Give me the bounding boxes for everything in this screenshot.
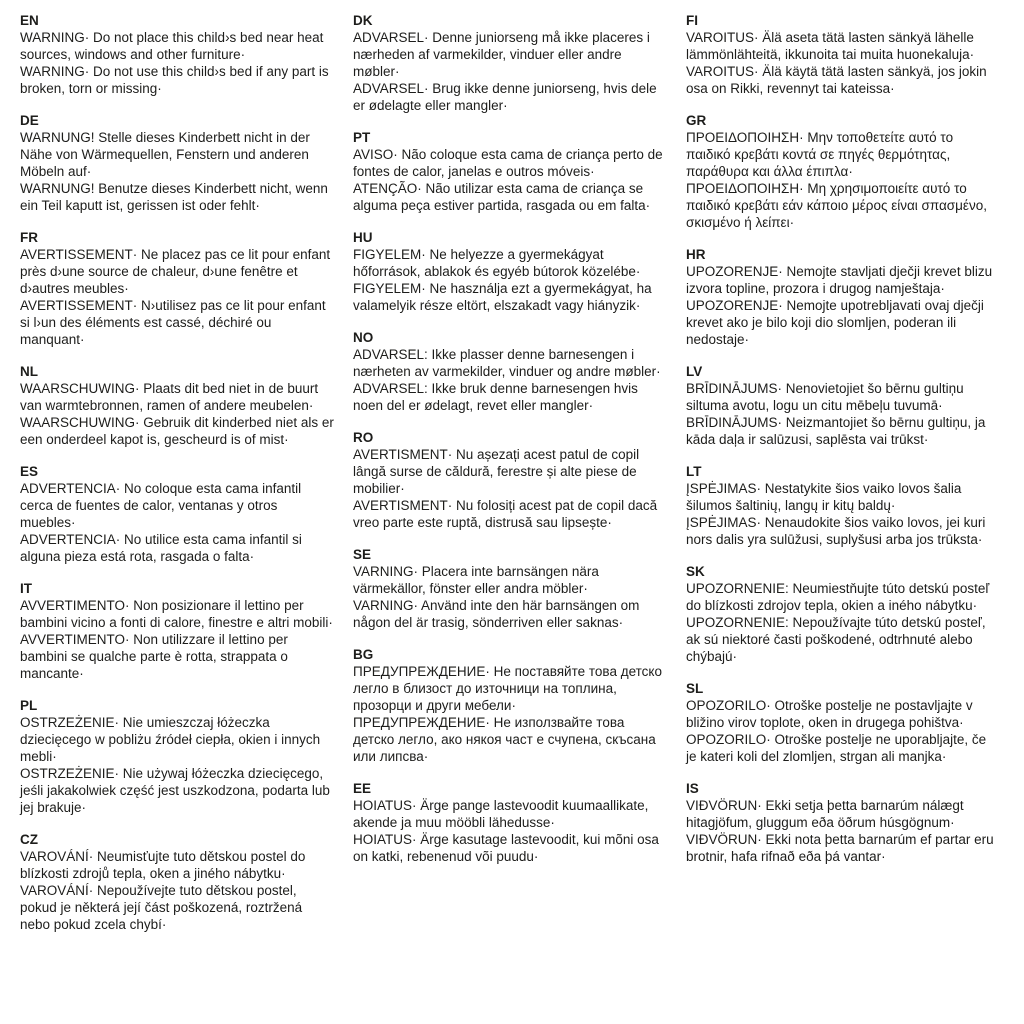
warning-statement: AVERTISMENT· Nu așezați acest patul de copil lângă surse de căldură, ferestre și alte piese de mobilier·: [353, 447, 640, 496]
warning-statement: VAROITUS· Älä käytä tätä lasten sänkyä, jos jokin osa on Rikki, revennyt tai kateissa·: [686, 64, 987, 96]
warning-statement: ΠΡΟΕΙΔΟΠΟΙΗΣΗ· Μην τοποθετείτε αυτό το παιδικό κρεβάτι κοντά σε πηγές θερμότητας, παράθυρα και άλλα έπιπλα·: [686, 130, 954, 179]
warning-statement: OPOZORILO· Otroške postelje ne postavljajte v bližino virov toplote, oken in drugega pohištva·: [686, 698, 973, 730]
language-code-heading: HU: [353, 230, 373, 245]
warning-statement: ADVARSEL: Ikke bruk denne barnesengen hvis noen del er ødelagt, revet eller mangler·: [353, 381, 638, 413]
warning-statement: WARNUNG! Stelle dieses Kinderbett nicht in der Nähe von Wärmequellen, Fenstern und anderen Möbeln auf·: [20, 130, 310, 179]
language-section-hu: [353, 229, 667, 314]
language-section-sk: [686, 563, 1000, 665]
language-code-heading: FI: [686, 13, 698, 28]
warning-statement: ПРЕДУПРЕЖДЕНИЕ· Не поставяйте това детско легло в близост до източници на топлина, прозорци и други мебели·: [353, 664, 662, 713]
language-section-bg: [353, 646, 667, 765]
language-code-heading: DE: [20, 113, 39, 128]
language-code-heading: LV: [686, 364, 703, 379]
warning-statement: UPOZORENJE· Nemojte upotrebljavati ovaj dječji krevet ako je bilo koji dio slomljen, poderan ili nedostaje·: [686, 298, 984, 347]
warning-statement: VARNING· Placera inte barnsängen nära värmekällor, fönster eller andra möbler·: [353, 564, 599, 596]
language-section-nl: [20, 363, 334, 448]
warning-statement: WARNUNG! Benutze dieses Kinderbett nicht, wenn ein Teil kaputt ist, gerissen ist oder fehlt·: [20, 181, 328, 213]
warning-statement: UPOZORNENIE: Neumiestňujte túto detskú posteľ do blízkosti zdrojov tepla, okien a iného nábytku·: [686, 581, 990, 613]
language-code-heading: NL: [20, 364, 38, 379]
language-code-heading: CZ: [20, 832, 38, 847]
language-section-is: [686, 780, 1000, 865]
language-code-heading: SL: [686, 681, 704, 696]
warning-statement: ĮSPĖJIMAS· Nenaudokite šios vaiko lovos, jei kuri nors dalis yra sulūžusi, suplyšusi arba jos trūksta·: [686, 515, 986, 547]
language-section-fr: [20, 229, 334, 348]
warning-statement: UPOZORNENIE: Nepoužívajte túto detskú posteľ, ak sú niektoré časti poškodené, odtrhnuté alebo chýbajú·: [686, 615, 986, 664]
language-code-heading: IT: [20, 581, 32, 596]
warning-statement: FIGYELEM· Ne helyezze a gyermekágyat hőforrások, ablakok és egyéb bútorok közelébe·: [353, 247, 641, 279]
language-section-lt: [686, 463, 1000, 548]
warning-statement: WAARSCHUWING· Gebruik dit kinderbed niet als er een onderdeel kapot is, gescheurd is of mist·: [20, 415, 334, 447]
language-code-heading: NO: [353, 330, 374, 345]
language-section-dk: [353, 12, 667, 114]
warning-statement: AVVERTIMENTO· Non posizionare il lettino per bambini vicino a fonti di calore, finestre e altri mobili·: [20, 598, 333, 630]
warning-statement: VARNING· Använd inte den här barnsängen om någon del är trasig, sönderriven eller saknas·: [353, 598, 640, 630]
warning-statement: OPOZORILO· Otroške postelje ne uporabljajte, če je kateri koli del zlomljen, strgan ali manjka·: [686, 732, 987, 764]
language-code-heading: PL: [20, 698, 38, 713]
warning-statement: WARNING· Do not use this child›s bed if any part is broken, torn or missing·: [20, 64, 329, 96]
language-code-heading: PT: [353, 130, 371, 145]
language-code-heading: RO: [353, 430, 374, 445]
text-column: [686, 12, 1000, 948]
language-code-heading: IS: [686, 781, 699, 796]
warning-statement: ΠΡΟΕΙΔΟΠΟΙΗΣΗ· Μη χρησιμοποιείτε αυτό το παιδικό κρεβάτι εάν κάποιο μέρος είναι σπασμένο, σκισμένο ή λείπει·: [686, 181, 987, 230]
warning-statement: OSTRZEŻENIE· Nie używaj łóżeczka dziecięcego, jeśli jakakolwiek część jest uszkodzona, podarta lub jej brakuje·: [20, 766, 330, 815]
language-section-se: [353, 546, 667, 631]
language-code-heading: BG: [353, 647, 374, 662]
warning-statement: ĮSPĖJIMAS· Nestatykite šios vaiko lovos šalia šilumos šaltinių, langų ir kitų baldų·: [686, 481, 962, 513]
text-column: [20, 12, 334, 948]
language-code-heading: HR: [686, 247, 706, 262]
language-code-heading: ES: [20, 464, 39, 479]
language-code-heading: GR: [686, 113, 707, 128]
warning-statement: ADVERTENCIA· No utilice esta cama infantil si alguna pieza está rota, rasgada o falta·: [20, 532, 302, 564]
language-code-heading: LT: [686, 464, 702, 479]
warning-statement: AVERTISMENT· Nu folosiți acest pat de copil dacă vreo parte este ruptă, distrusă sau lipsește·: [353, 498, 658, 530]
warning-statement: ПРЕДУПРЕЖДЕНИЕ· Не използвайте това детско легло, ако някоя част е счупена, скъсана или липсва·: [353, 715, 656, 764]
warning-statement: OSTRZEŻENIE· Nie umieszczaj łóżeczka dziecięcego w pobliżu źródeł ciepła, okien i innych mebli·: [20, 715, 321, 764]
language-code-heading: DK: [353, 13, 373, 28]
language-code-heading: SK: [686, 564, 705, 579]
language-section-cz: [20, 831, 334, 933]
language-section-sl: [686, 680, 1000, 765]
warning-statement: HOIATUS· Ärge kasutage lastevoodit, kui mõni osa on katki, rebenenud või puudu·: [353, 832, 659, 864]
language-section-pt: [353, 129, 667, 214]
warning-statement: ATENÇÃO· Não utilizar esta cama de criança se alguma peça estiver partida, rasgada ou em falta·: [353, 181, 651, 213]
warning-statement: AVISO· Não coloque esta cama de criança perto de fontes de calor, janelas e outros móveis·: [353, 147, 663, 179]
warning-statement: VIÐVÖRUN· Ekki setja þetta barnarúm nálægt hitagjöfum, gluggum eða öðrum húsgögnum·: [686, 798, 964, 830]
warning-statement: BRĪDINĀJUMS· Nenovietojiet šo bērnu gultiņu siltuma avotu, logu un citu mēbeļu tuvumā·: [686, 381, 964, 413]
language-section-en: [20, 12, 334, 97]
warning-statement: ADVARSEL· Denne juniorseng må ikke placeres i nærheden af varmekilder, vinduer eller andre møbler·: [353, 30, 650, 79]
language-code-heading: EE: [353, 781, 372, 796]
warning-statement: VIÐVÖRUN· Ekki nota þetta barnarúm ef partar eru brotnir, hafa rifnað eða þá vantar·: [686, 832, 994, 864]
warning-columns: [20, 12, 1004, 948]
language-section-no: [353, 329, 667, 414]
language-section-hr: [686, 246, 1000, 348]
warning-statement: VAROVÁNÍ· Nepoužívejte tuto dětskou postel, pokud je některá její část poškozená, roztržená nebo pokud zcela chybí·: [20, 883, 303, 932]
warning-statement: UPOZORENJE· Nemojte stavljati dječji krevet blizu izvora topline, prozora i drugog namještaja·: [686, 264, 993, 296]
warning-statement: ADVARSEL: Ikke plasser denne barnesengen i nærheten av varmekilder, vinduer og andre møbler·: [353, 347, 661, 379]
language-section-de: [20, 112, 334, 214]
language-code-heading: SE: [353, 547, 372, 562]
warning-statement: VAROITUS· Älä aseta tätä lasten sänkyä lähelle lämmönlähteitä, ikkunoita tai muita huonekaluja·: [686, 30, 975, 62]
warning-statement: HOIATUS· Ärge pange lastevoodit kuumaallikate, akende ja muu mööbli lähedusse·: [353, 798, 649, 830]
language-section-gr: [686, 112, 1000, 231]
warning-statement: WARNING· Do not place this child›s bed near heat sources, windows and other furniture·: [20, 30, 324, 62]
language-code-heading: FR: [20, 230, 38, 245]
warning-statement: AVERTISSEMENT· N›utilisez pas ce lit pour enfant si l›un des éléments est cassé, déchiré ou manquant·: [20, 298, 326, 347]
language-section-fi: [686, 12, 1000, 97]
warning-statement: AVERTISSEMENT· Ne placez pas ce lit pour enfant près d›une source de chaleur, d›une fenêtre et d›autres meubles·: [20, 247, 331, 296]
warning-statement: BRĪDINĀJUMS· Neizmantojiet šo bērnu gultiņu, ja kāda daļa ir salūzusi, saplēsta vai trūkst·: [686, 415, 986, 447]
warning-statement: ADVERTENCIA· No coloque esta cama infantil cerca de fuentes de calor, ventanas y otros muebles·: [20, 481, 302, 530]
language-section-ro: [353, 429, 667, 531]
warning-statement: ADVARSEL· Brug ikke denne juniorseng, hvis dele er ødelagte eller mangler·: [353, 81, 657, 113]
language-section-es: [20, 463, 334, 565]
language-section-it: [20, 580, 334, 682]
language-code-heading: EN: [20, 13, 39, 28]
warning-statement: VAROVÁNÍ· Neumisťujte tuto dětskou postel do blízkosti zdrojů tepla, oken a jiného nábytku·: [20, 849, 306, 881]
warning-statement: WAARSCHUWING· Plaats dit bed niet in de buurt van warmtebronnen, ramen of andere meubelen·: [20, 381, 319, 413]
warning-statement: FIGYELEM· Ne használja ezt a gyermekágyat, ha valamelyik része eltört, elszakadt vagy hiányzik·: [353, 281, 652, 313]
language-section-ee: [353, 780, 667, 865]
warning-statement: AVVERTIMENTO· Non utilizzare il lettino per bambini se qualche parte è rotta, strappata o mancante·: [20, 632, 288, 681]
language-section-lv: [686, 363, 1000, 448]
language-section-pl: [20, 697, 334, 816]
text-column: [353, 12, 667, 948]
